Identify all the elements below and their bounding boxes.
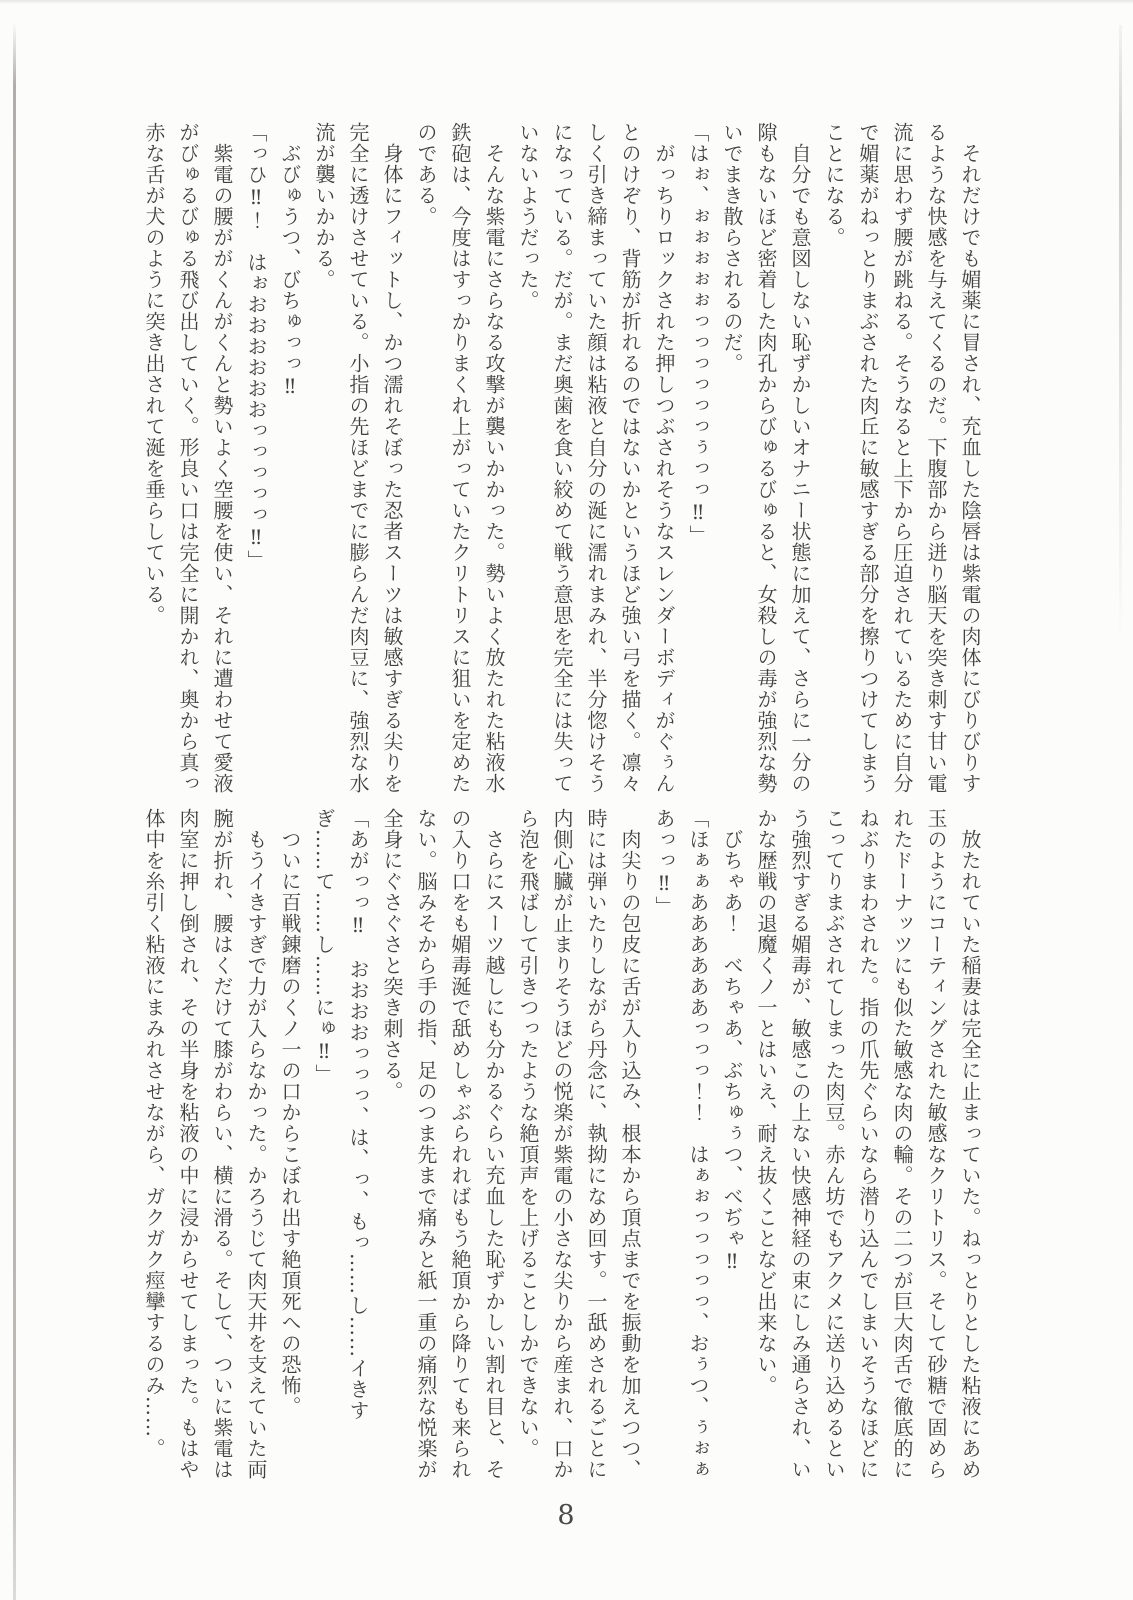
text-block-top: [135, 122, 987, 796]
paragraph: 「ほぁぁああああああっっっ！！ はぁぉっっっっっ、おぅつ、ぅぉぁあっっ‼」: [652, 808, 710, 1480]
paragraph: 放たれていた稲妻は完全に止まっていた。ねっとりとした粘液にあめ玉のようにコーティングされた敏感なクリトリス。そして砂糖で固められたドーナッツにも似た敏感な肉の輪。その二つが巨大肉舌で徹底的にねぶりまわされた。指の爪先ぐらいなら潜り込んでしまいそうなほどにこってりまぶされてしまった肉豆。赤ん坊でもアクメに送り込めるという強烈すぎる媚毒が、敏感この上ない快感神経の束にしみ通らされ、いかな歴戦の退魔くノ一とはいえ、耐え抜くことなど出来ない。: [754, 808, 982, 1480]
paragraph: 身体にフィットし、かつ濡れそぼった忍者スーツは敏感すぎる尖りを完全に透けさせている。小指の先ほどまでに膨らんだ肉豆に、強烈な水流が襲いかかる。: [312, 122, 404, 794]
paragraph: 肉尖りの包皮に舌が入り込み、根本から頂点までを振動を加えつつ、時には弾いたりしながら丹念に、執拗になめ回す。一舐めされるごとに内側心臓が止まりそうほどの悦楽が紫電の小さな尖りから産まれ、口から泡を飛ばして引きつったような絶頂声を上げることしかできない。: [516, 808, 642, 1480]
paragraph: 紫電の腰ががくんがくんと勢いよく空腰を使い、それに遭わせて愛液がびゅるびゅる飛び出していく。形良い口は完全に開かれ、奥から真っ赤な舌が犬のように突き出されて涎を垂らしている。: [142, 122, 234, 794]
paragraph: びちゃあ！ べちゃあ、ぶちゅぅつ、べぢゃ‼: [720, 829, 744, 1274]
paragraph: もうイきすぎで力が入らなかった。かろうじて肉天井を支えていた両腕が折れ、腰はくだけて膝がわらい、横に滑る。そして、ついに紫電は肉室に押し倒され、その半身を粘液の中に浸からせてしまった。もはや体中を糸引く粘液にまみれさせながら、ガクガク痙攣するのみ……。: [142, 808, 268, 1480]
paragraph: 「あがっっ‼ おおおおっっっ、は、っ、もっ……し……イきすぎ……て……し……にゅ‼」: [312, 808, 370, 1421]
paragraph: ぶびゅうつ、びちゅっっ‼: [278, 143, 302, 399]
paragraph: そんな紫電にさらなる攻撃が襲いかかった。勢いよく放たれた粘液水鉄砲は、今度はすっかりまくれ上がっていたクリトリスに狙いを定めたのである。: [414, 122, 506, 794]
paragraph: 自分でも意図しない恥ずかしいオナニー状態に加えて、さらに一分の隙もないほど密着した肉孔からびゅるびゅると、女殺しの毒が強烈な勢いでまき散らされるのだ。: [720, 122, 812, 794]
paragraph: さらにスーツ越しにも分かるぐらい充血した恥ずかしい割れ目と、その入り口をも媚毒涎で舐めしゃぶられればもう絶頂から降りても来られない。脳みそから手の指、足のつま先まで痛みと紙一重の痛烈な悦楽が全身にぐさぐさと突き刺さる。: [380, 808, 506, 1480]
paragraph: ついに百戦錬磨のくノ一の口からこぼれ出す絶頂死への恐怖。: [278, 829, 302, 1417]
paragraph: 「っひ‼！ はぉおおおおおおっっっっっ‼」: [244, 122, 268, 571]
scan-edge-top: [0, 0, 1133, 4]
paragraph: 「はぉ、ぉぉぉぉぉっっっっっっぅっっ‼」: [686, 122, 710, 546]
scan-edge-left: [13, 22, 16, 1600]
scan-edge-right: [1119, 25, 1122, 645]
paragraph: がっちりロックされた押しつぶされそうなスレンダーボディがぐぅんとのけぞり、背筋が折れるのではないかというほど強い弓を描く。凛々しく引き締まっていた顔は粘液と自分の涎に濡れまみれ、半分惚けそうになっている。だが。まだ奥歯を食い絞めて戦う意思を完全には失っていないようだった。: [516, 122, 676, 794]
paragraph: それだけでも媚薬に冒され、充血した陰唇は紫電の肉体にびりびりするような快感を与えてくるのだ。下腹部から迸り脳天を突き刺す甘い電流に思わず腰が跳ねる。そうなると上下から圧迫されているために自分で媚薬がねっとりまぶされた肉丘に敏感すぎる部分を擦りつけてしまうことになる。: [822, 122, 982, 794]
text-block-bottom: [135, 808, 987, 1482]
page-number: 8: [557, 1500, 576, 1531]
